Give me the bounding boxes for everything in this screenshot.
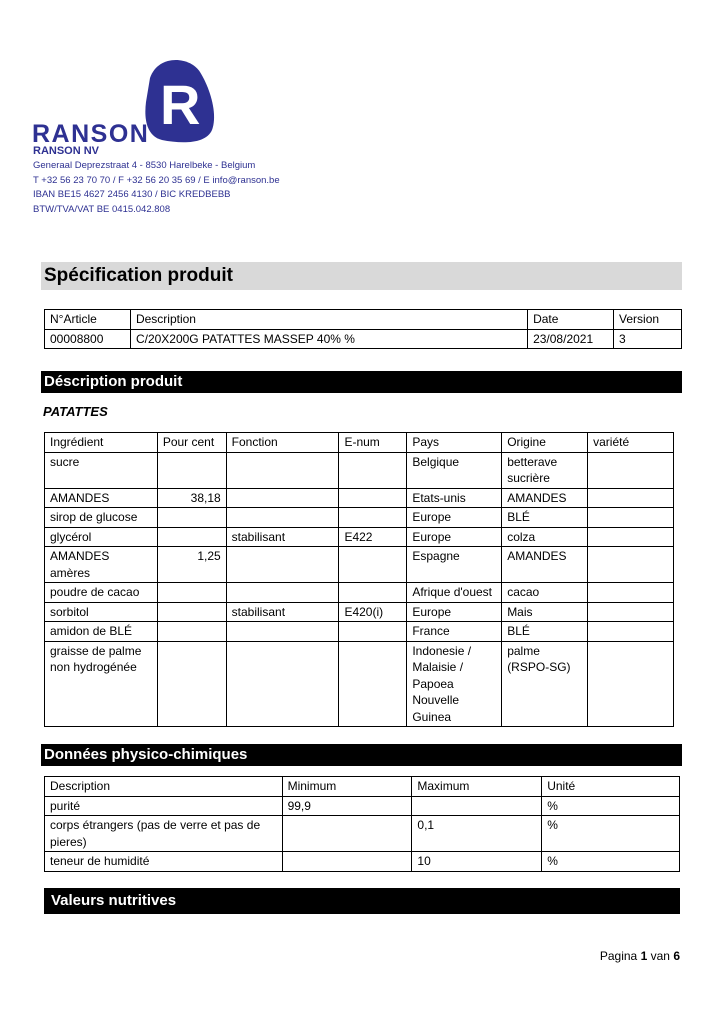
table-cell: Belgique — [407, 452, 502, 488]
table-cell — [588, 508, 674, 528]
table-cell: 10 — [412, 852, 542, 872]
table-cell: BLÉ — [502, 622, 588, 642]
table-row — [45, 641, 674, 727]
table-cell — [157, 452, 226, 488]
table-cell — [588, 527, 674, 547]
table-cell — [226, 452, 339, 488]
company-contact: T +32 56 23 70 70 / F +32 56 20 35 69 / E info@ranson.be — [33, 174, 280, 186]
table-cell — [226, 547, 339, 583]
table-cell — [226, 622, 339, 642]
product-subtitle: PATATTES — [43, 404, 108, 419]
header-cell: Unité — [542, 777, 680, 797]
section-header-physico: Données physico-chimiques — [41, 744, 682, 766]
table-cell: Europe — [407, 602, 502, 622]
table-cell — [588, 602, 674, 622]
header-cell: Origine — [502, 433, 588, 453]
table-header-row — [45, 310, 682, 330]
table-cell: BLÉ — [502, 508, 588, 528]
table-cell: Indonesie / Malaisie / Papoea Nouvelle Guinea — [407, 641, 502, 727]
table-cell — [339, 583, 407, 603]
table-cell — [282, 852, 412, 872]
table-cell: cacao — [502, 583, 588, 603]
logo-letter: R — [160, 73, 201, 136]
physico-body — [45, 796, 680, 871]
ranson-logo — [32, 58, 222, 148]
header-cell: Pays — [407, 433, 502, 453]
table-cell: stabilisant — [226, 527, 339, 547]
table-cell: Afrique d'ouest — [407, 583, 502, 603]
table-row — [45, 796, 680, 816]
table-cell — [226, 583, 339, 603]
table-cell — [588, 488, 674, 508]
footer-page-number: 1 — [640, 949, 648, 963]
table-cell: glycérol — [45, 527, 158, 547]
table-cell: % — [542, 796, 680, 816]
table-row — [45, 508, 674, 528]
table-cell: Europe — [407, 508, 502, 528]
table-cell — [588, 583, 674, 603]
header-cell: Fonction — [226, 433, 339, 453]
table-row — [45, 547, 674, 583]
table-cell: Mais — [502, 602, 588, 622]
table-cell — [282, 816, 412, 852]
table-cell: purité — [45, 796, 283, 816]
company-bank: IBAN BE15 4627 2456 4130 / BIC KREDBEBB — [33, 189, 231, 200]
table-cell: colza — [502, 527, 588, 547]
table-cell — [339, 452, 407, 488]
table-cell: Europe — [407, 527, 502, 547]
table-cell — [157, 508, 226, 528]
company-info — [33, 145, 280, 217]
table-cell: AMANDES — [45, 488, 158, 508]
table-row — [45, 622, 674, 642]
table-cell — [588, 547, 674, 583]
table-cell — [157, 602, 226, 622]
header-cell: Pour cent — [157, 433, 226, 453]
table-cell: AMANDES — [502, 547, 588, 583]
header-cell: variété — [588, 433, 674, 453]
footer-prefix: Pagina — [599, 949, 638, 963]
table-row — [45, 329, 682, 349]
section-header-description: Déscription produit — [41, 371, 682, 393]
table-cell — [226, 641, 339, 727]
header-cell: Ingrédient — [45, 433, 158, 453]
table-header-row — [45, 777, 680, 797]
table-cell — [157, 583, 226, 603]
table-cell — [588, 622, 674, 642]
table-cell: France — [407, 622, 502, 642]
table-row — [45, 452, 674, 488]
table-cell — [339, 508, 407, 528]
header-cell: Date — [528, 310, 614, 330]
table-cell: 0,1 — [412, 816, 542, 852]
table-cell: palme (RSPO-SG) — [502, 641, 588, 727]
table-cell — [226, 508, 339, 528]
header-cell: Description — [130, 310, 527, 330]
table-cell — [157, 527, 226, 547]
table-cell — [412, 796, 542, 816]
company-vat: BTW/TVA/VAT BE 0415.042.808 — [33, 203, 171, 215]
table-cell: betterave sucrière — [502, 452, 588, 488]
table-cell: poudre de cacao — [45, 583, 158, 603]
table-cell — [339, 622, 407, 642]
table-cell — [157, 641, 226, 727]
table-row — [45, 602, 674, 622]
ingredients-body — [45, 452, 674, 727]
logo-wordmark: RANSON — [32, 120, 150, 148]
page-title: Spécification produit — [41, 262, 682, 290]
table-cell: 1,25 — [157, 547, 226, 583]
page-footer — [600, 949, 680, 963]
table-cell — [588, 452, 674, 488]
table-cell: amidon de BLÉ — [45, 622, 158, 642]
table-cell — [339, 488, 407, 508]
footer-middle: van — [650, 949, 670, 963]
company-address: Generaal Deprezstraat 4 - 8530 Harelbeke - Belgium — [33, 160, 256, 171]
table-cell: AMANDES — [502, 488, 588, 508]
table-cell — [226, 488, 339, 508]
table-cell: teneur de humidité — [45, 852, 283, 872]
physico-table — [44, 776, 680, 872]
table-cell — [588, 641, 674, 727]
table-cell — [339, 641, 407, 727]
table-row — [45, 816, 680, 852]
header-cell: Minimum — [282, 777, 412, 797]
table-row — [45, 527, 674, 547]
table-cell: stabilisant — [226, 602, 339, 622]
company-name: RANSON NV — [33, 145, 100, 157]
article-date: 23/08/2021 — [528, 329, 614, 349]
table-cell: % — [542, 852, 680, 872]
table-cell: % — [542, 816, 680, 852]
table-cell: E422 — [339, 527, 407, 547]
table-row — [45, 852, 680, 872]
article-table — [44, 309, 682, 349]
header-cell: N°Article — [45, 310, 131, 330]
table-cell: 38,18 — [157, 488, 226, 508]
table-cell: AMANDES amères — [45, 547, 158, 583]
table-cell: graisse de palme non hydrogénée — [45, 641, 158, 727]
table-cell — [339, 547, 407, 583]
header-cell: Maximum — [412, 777, 542, 797]
section-header-nutrition: Valeurs nutritives — [44, 888, 680, 914]
table-header-row — [45, 433, 674, 453]
table-cell: E420(i) — [339, 602, 407, 622]
footer-total-pages: 6 — [673, 949, 680, 963]
table-cell: Etats-unis — [407, 488, 502, 508]
ingredients-table — [44, 432, 674, 727]
table-cell: corps étrangers (pas de verre et pas de pieres) — [45, 816, 283, 852]
article-version: 3 — [614, 329, 682, 349]
header-cell: E-num — [339, 433, 407, 453]
table-cell: sorbitol — [45, 602, 158, 622]
table-cell: sirop de glucose — [45, 508, 158, 528]
header-cell: Version — [614, 310, 682, 330]
table-cell — [157, 622, 226, 642]
table-cell: 99,9 — [282, 796, 412, 816]
article-number: 00008800 — [45, 329, 131, 349]
table-cell: sucre — [45, 452, 158, 488]
table-cell: Espagne — [407, 547, 502, 583]
table-row — [45, 488, 674, 508]
header-cell: Description — [45, 777, 283, 797]
table-row — [45, 583, 674, 603]
article-description: C/20X200G PATATTES MASSEP 40% % — [130, 329, 527, 349]
